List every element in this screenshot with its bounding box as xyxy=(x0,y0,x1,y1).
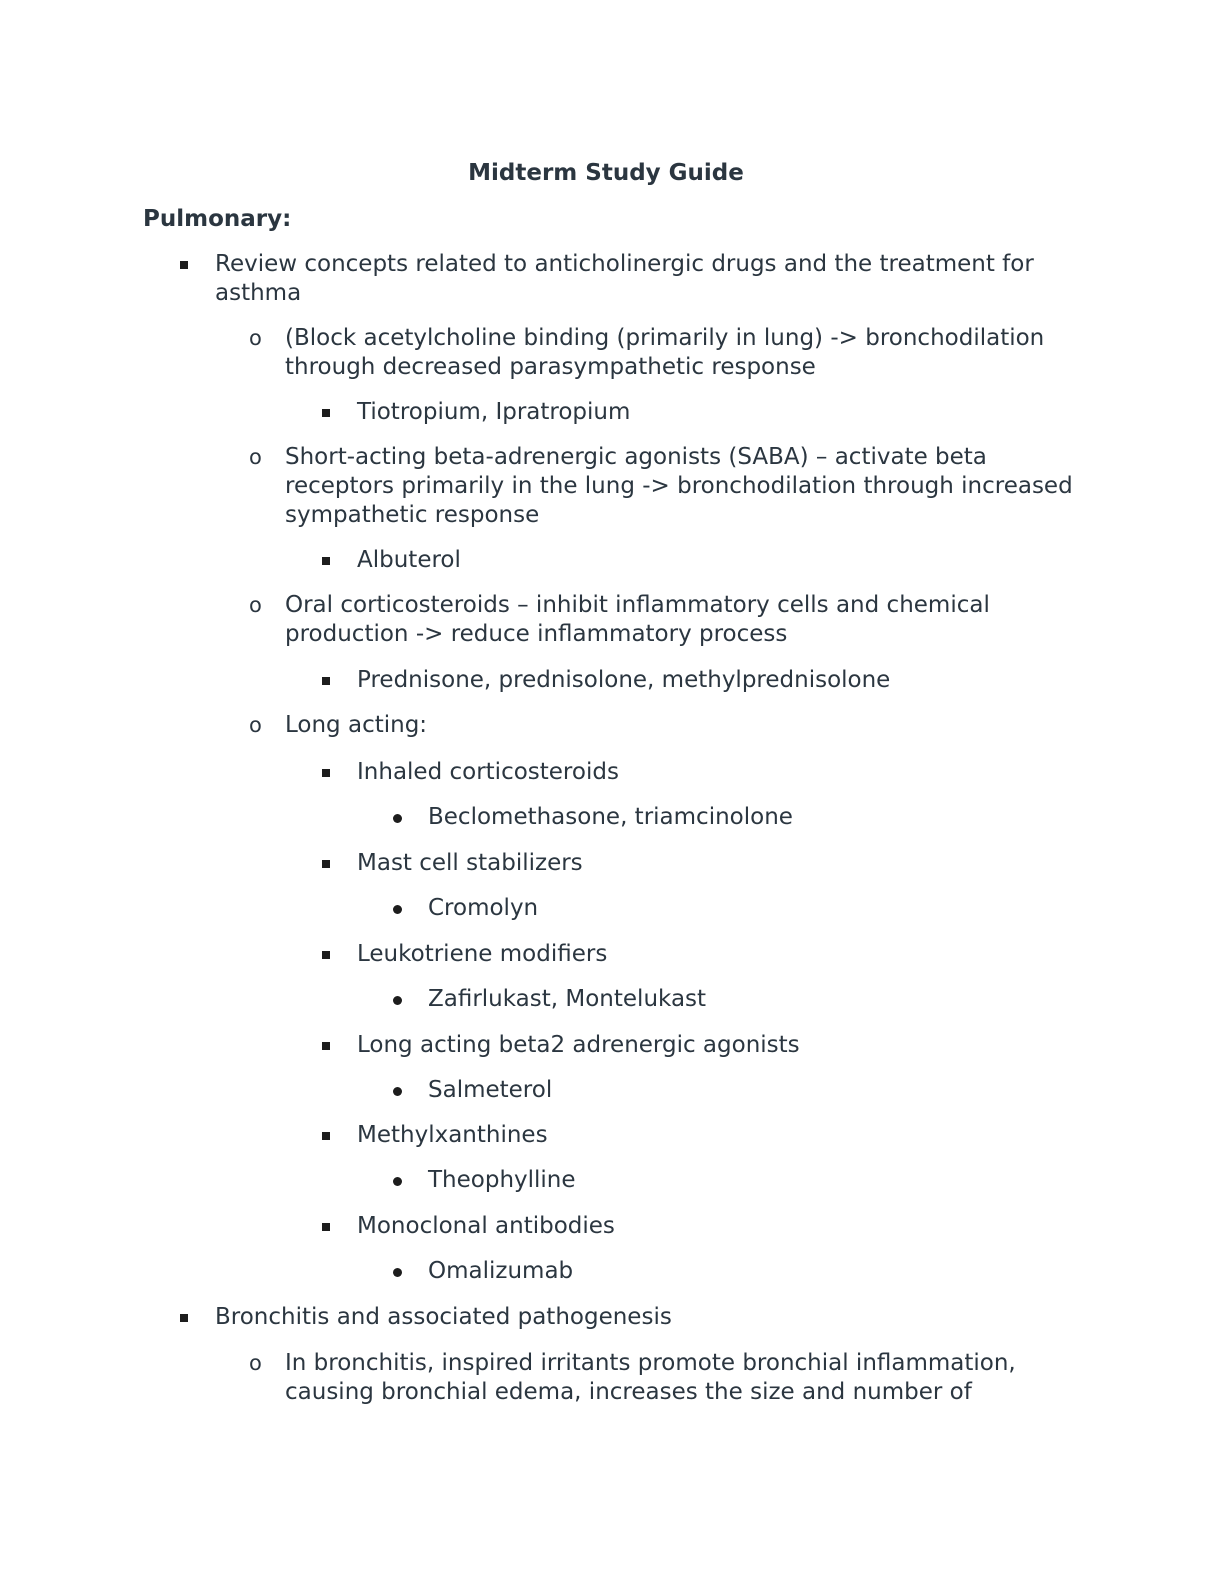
square-bullet-icon xyxy=(180,261,188,269)
list-item-text: Prednisone, prednisolone, methylprednisolone xyxy=(357,667,891,693)
square-bullet-icon xyxy=(180,1314,188,1322)
dot-bullet-icon xyxy=(393,1087,402,1096)
list-item-text: Short-acting beta-adrenergic agonists (SABA) – activate beta receptors primarily in the lung -> bronchodilation through increased sympathetic response xyxy=(285,444,1073,528)
list-item-text: Salmeterol xyxy=(428,1077,553,1103)
square-bullet-icon xyxy=(322,409,330,417)
circle-bullet-icon: o xyxy=(249,1351,262,1375)
list-item-text: (Block acetylcholine binding (primarily in lung) -> bronchodilation through decreased parasympathetic response xyxy=(285,325,1045,380)
list-item-text: Cromolyn xyxy=(428,895,539,921)
square-bullet-icon xyxy=(322,1042,330,1050)
page-title: Midterm Study Guide xyxy=(468,160,744,186)
list-item-text: Oral corticosteroids – inhibit inflammatory cells and chemical production -> reduce inflammatory process xyxy=(285,592,990,647)
square-bullet-icon xyxy=(322,860,330,868)
list-item-text: Leukotriene modifiers xyxy=(357,941,608,967)
dot-bullet-icon xyxy=(393,814,402,823)
dot-bullet-icon xyxy=(393,905,402,914)
list-item-text: Review concepts related to anticholinergic drugs and the treatment for asthma xyxy=(215,251,1034,306)
list-item-text: In bronchitis, inspired irritants promote bronchial inflammation, causing bronchial edema, increases the size and number of xyxy=(285,1350,1016,1405)
square-bullet-icon xyxy=(322,1223,330,1231)
square-bullet-icon xyxy=(322,769,330,777)
circle-bullet-icon: o xyxy=(249,593,262,617)
list-item-text: Mast cell stabilizers xyxy=(357,850,583,876)
square-bullet-icon xyxy=(322,677,330,685)
list-item-text: Beclomethasone, triamcinolone xyxy=(428,804,793,830)
circle-bullet-icon: o xyxy=(249,445,262,469)
list-item-text: Monoclonal antibodies xyxy=(357,1213,615,1239)
dot-bullet-icon xyxy=(393,1177,402,1186)
circle-bullet-icon: o xyxy=(249,326,262,350)
square-bullet-icon xyxy=(322,1132,330,1140)
list-item-text: Bronchitis and associated pathogenesis xyxy=(215,1304,672,1330)
list-item-text: Zafirlukast, Montelukast xyxy=(428,986,707,1012)
list-item-text: Tiotropium, Ipratropium xyxy=(357,399,631,425)
dot-bullet-icon xyxy=(393,996,402,1005)
list-item-text: Long acting beta2 adrenergic agonists xyxy=(357,1032,800,1058)
list-item-text: Albuterol xyxy=(357,547,461,573)
circle-bullet-icon: o xyxy=(249,713,262,737)
square-bullet-icon xyxy=(322,951,330,959)
dot-bullet-icon xyxy=(393,1268,402,1277)
square-bullet-icon xyxy=(322,557,330,565)
list-item-text: Methylxanthines xyxy=(357,1122,548,1148)
list-item-text: Omalizumab xyxy=(428,1258,574,1284)
list-item-text: Inhaled corticosteroids xyxy=(357,759,619,785)
list-item-text: Long acting: xyxy=(285,712,428,738)
list-item-text: Theophylline xyxy=(428,1167,576,1193)
section-heading: Pulmonary: xyxy=(143,206,292,232)
